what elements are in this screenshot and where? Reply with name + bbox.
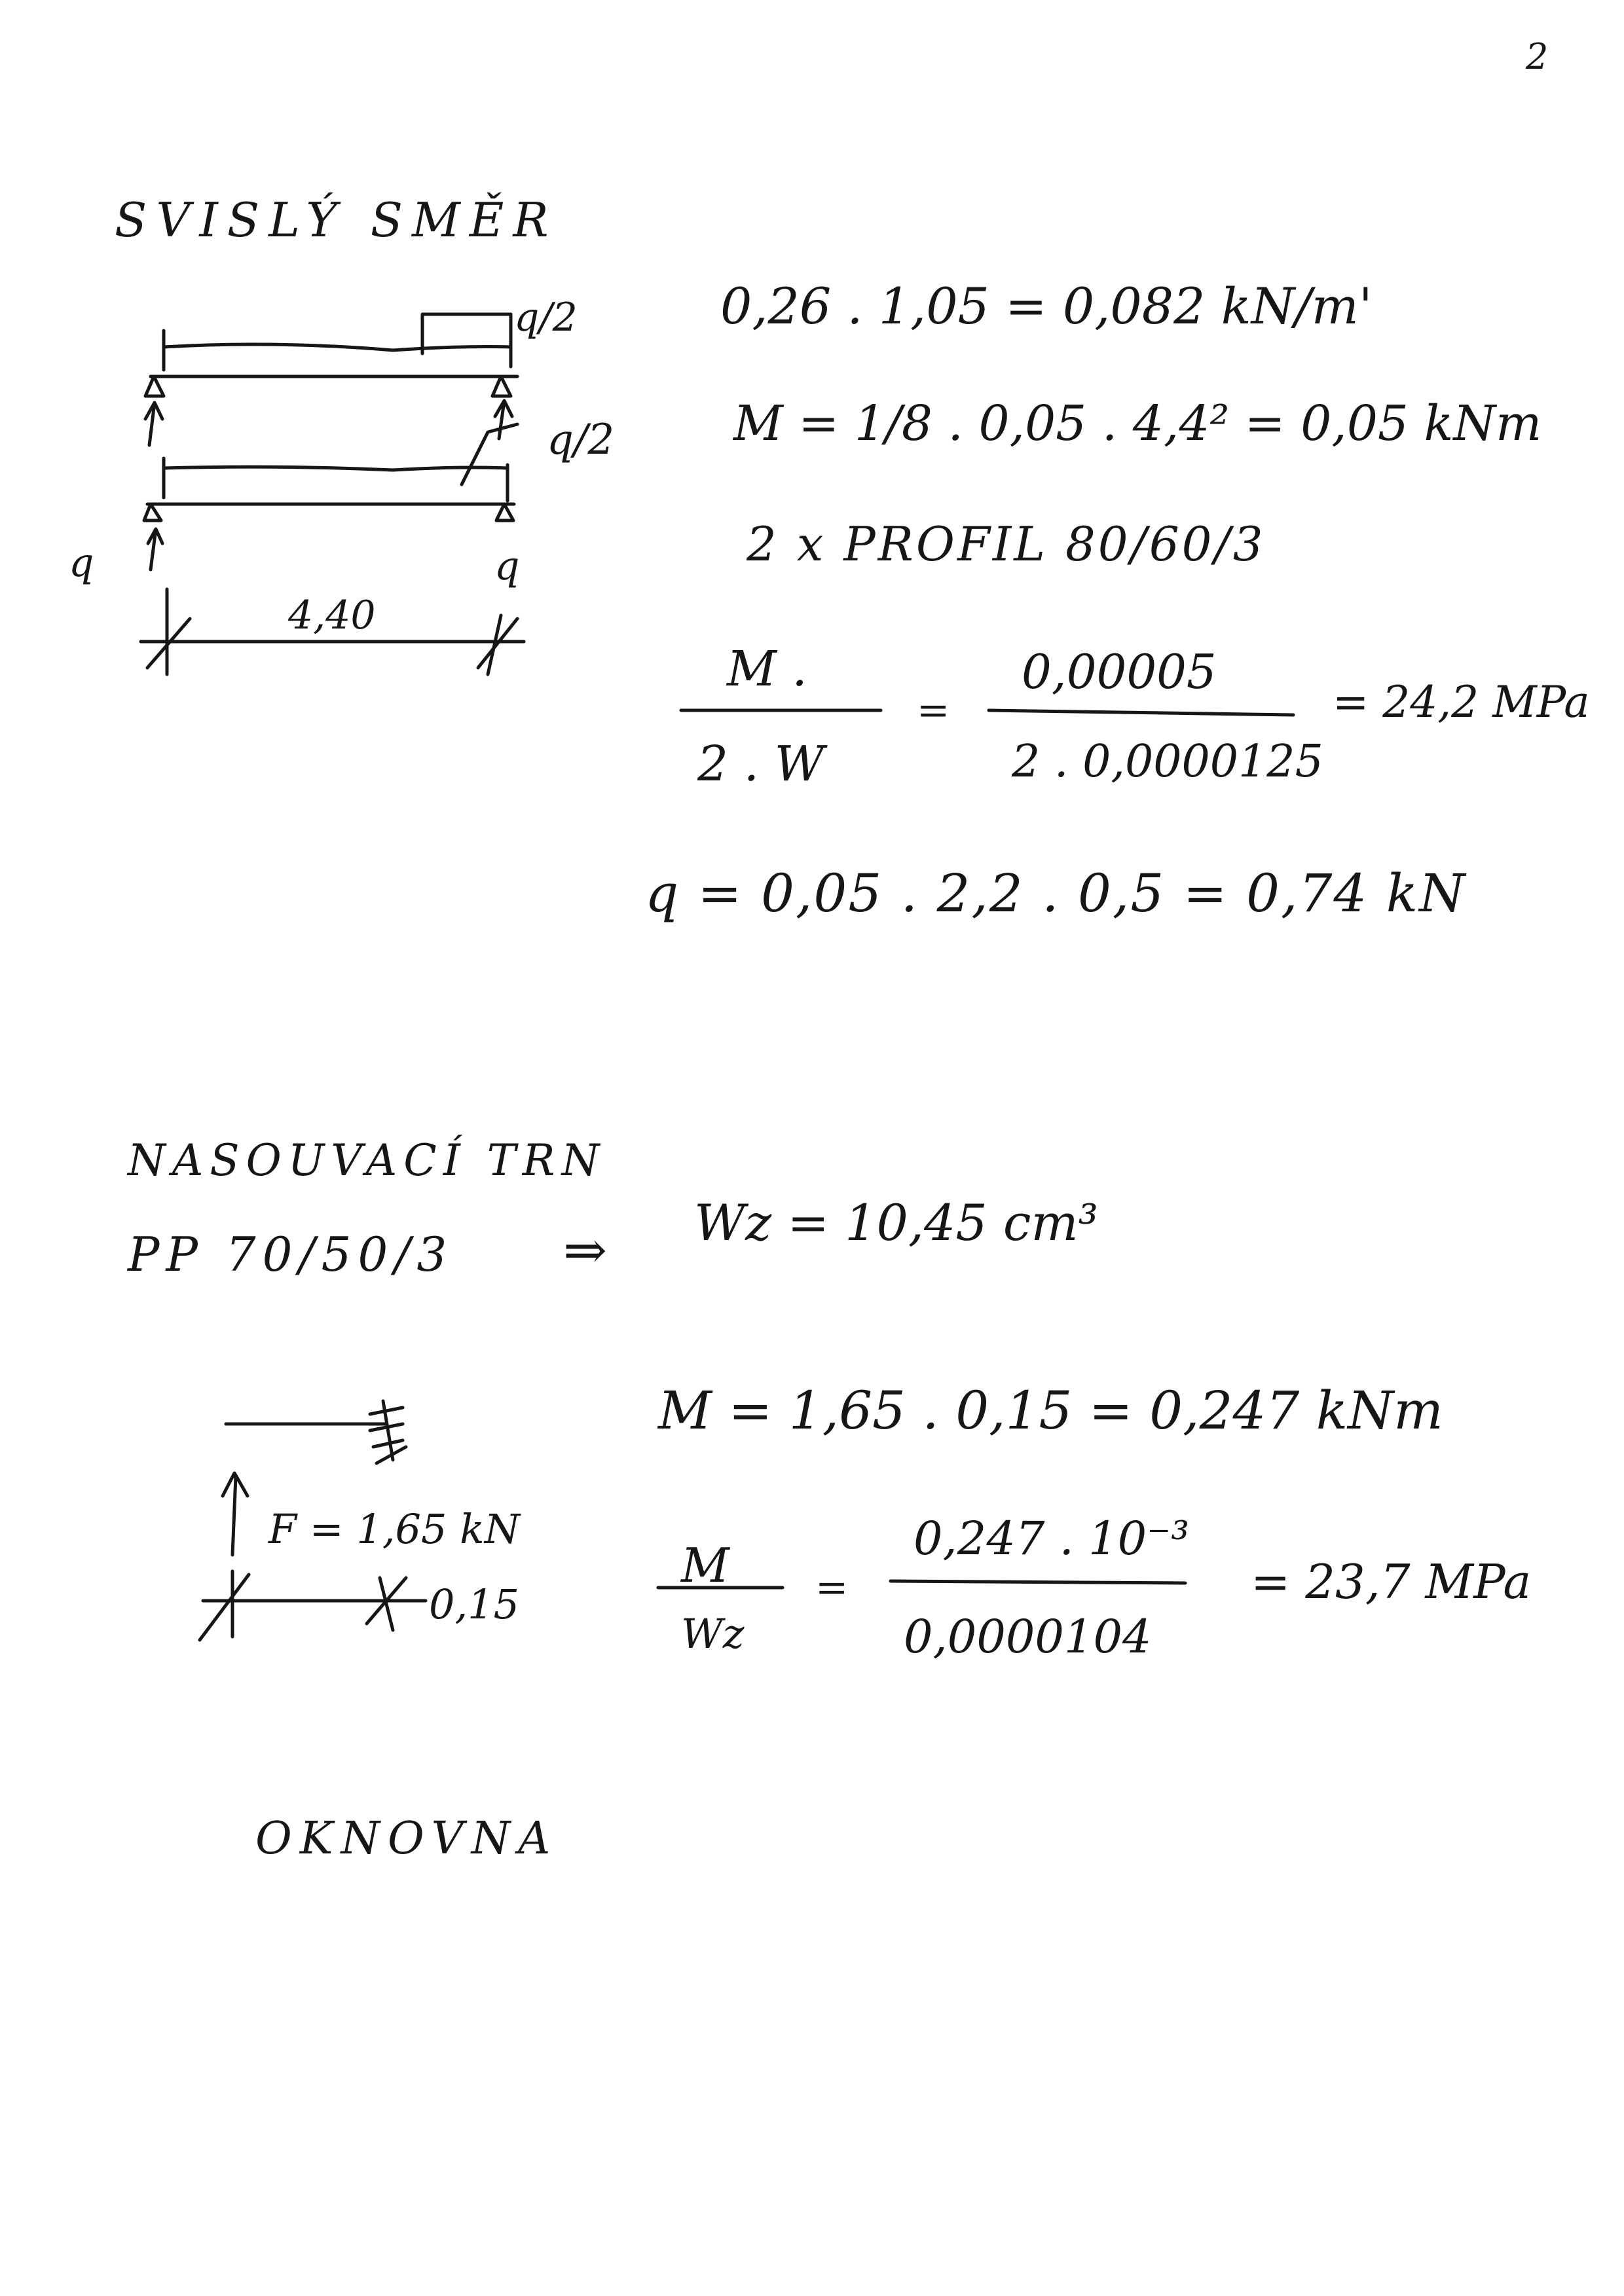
q-line: q = 0,05 . 2,2 . 0,5 = 0,74 kN [645,863,1467,924]
stress-2-lhs-denominator: Wz [681,1610,745,1658]
wz-value: Wz = 10,45 cm³ [694,1194,1098,1252]
calc-line-1: 0,26 . 1,05 = 0,082 kN/m' [720,277,1373,335]
stress-2-rhs-denominator: 0,0000104 [904,1610,1152,1664]
section-heading-vertical: SVISLÝ SMĚR [115,192,558,247]
span-label: 4,40 [288,592,376,638]
stress-2-lhs-numerator: M [681,1538,729,1593]
stress-1-rhs-denominator: 2 . 0,0000125 [1012,736,1323,788]
reaction-left-label: q [69,540,94,586]
force-label: F = 1,65 kN [268,1505,520,1553]
lever-label: 0,15 [429,1580,520,1628]
load-top-label: q/2 [514,295,578,340]
calc-line-2: M = 1/8 . 0,05 . 4,4² = 0,05 kNm [733,395,1542,452]
stress-1-result: = 24,2 MPa [1333,677,1590,727]
stress-2-rhs-numerator: 0,247 . 10⁻³ [913,1512,1190,1565]
section-heading-anchor: NASOUVACÍ TRN [128,1135,606,1186]
moment-line: M = 1,65 . 0,15 = 0,247 kNm [658,1380,1444,1441]
stress-1-lhs-numerator: M . [727,641,807,697]
stress-1-rhs-numerator: 0,00005 [1022,644,1217,699]
page-number: 2 [1526,36,1549,77]
load-middle-label: q/2 [547,416,615,464]
reaction-right-label: q [494,543,520,589]
implies-arrow: ⇒ [563,1220,608,1281]
stress-1-lhs-denominator: 2 . W [697,736,824,792]
section-heading-footer: OKNOVNA [255,1813,559,1865]
stress-2-result: = 23,7 MPa [1251,1554,1532,1609]
calc-line-3: 2 x PROFIL 80/60/3 [747,517,1266,572]
profile-label: PP 70/50/3 [128,1227,454,1282]
stress-1-equals: = [917,687,950,733]
stress-2-equals: = [815,1565,849,1611]
